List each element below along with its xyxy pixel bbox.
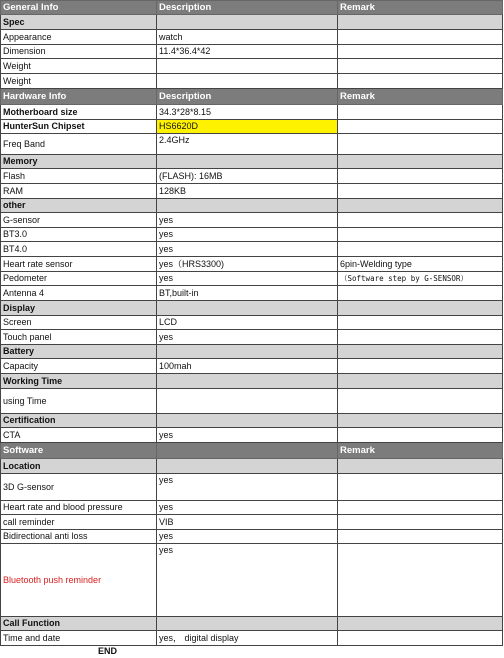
value-g-sensor: yes: [157, 213, 338, 228]
label-3d-g-sensor: 3D G-sensor: [1, 474, 157, 501]
value-heart-rate-sensor: yes（HRS3300): [157, 257, 338, 272]
row-time-and-date: [1, 631, 503, 646]
label-heart-rate-sensor: Heart rate sensor: [1, 257, 157, 272]
label-g-sensor: G-sensor: [1, 213, 157, 228]
label-motherboard-size: Motherboard size: [1, 105, 157, 120]
row-screen: [1, 316, 503, 330]
row-chipset: [1, 120, 503, 134]
row-antenna: [1, 286, 503, 301]
value-flash: (FLASH): 16MB: [157, 169, 338, 184]
remark-heart-rate-sensor: 6pin-Welding type: [338, 257, 503, 272]
section-label-spec: Spec: [1, 15, 157, 30]
remark-pedometer: （Software step by G-SENSOR）: [338, 272, 503, 286]
label-weight-1: Weight: [1, 59, 157, 74]
label-pedometer: Pedometer: [1, 272, 157, 286]
row-cta: [1, 428, 503, 443]
row-weight-2: [1, 74, 503, 89]
label-time-and-date: Time and date: [1, 631, 157, 646]
section-label-battery: Battery: [1, 345, 157, 359]
label-call-reminder: call reminder: [1, 515, 157, 530]
value-heart-rate-blood-pressure: yes: [157, 501, 338, 515]
label-cta: CTA: [1, 428, 157, 443]
label-dimension: Dimension: [1, 45, 157, 59]
row-bt40: [1, 242, 503, 257]
value-touch-panel: yes: [157, 330, 338, 345]
header-remark: Remark: [338, 1, 503, 15]
header-software: Software: [1, 443, 157, 459]
value-call-reminder: VIB: [157, 515, 338, 530]
row-anti-loss: [1, 530, 503, 544]
value-cta: yes: [157, 428, 338, 443]
row-flash: [1, 169, 503, 184]
section-row-working-time: [1, 374, 503, 389]
label-bluetooth-push: Bluetooth push reminder: [1, 544, 157, 617]
label-appearance: Appearance: [1, 30, 157, 45]
section-row-memory: [1, 155, 503, 169]
row-touch-panel: [1, 330, 503, 345]
section-label-other: other: [1, 199, 157, 213]
end-marker: END: [98, 646, 118, 656]
label-bt40: BT4.0: [1, 242, 157, 257]
value-chipset: HS6620D: [157, 120, 338, 134]
row-heart-rate-blood-pressure: [1, 501, 503, 515]
section-label-display: Display: [1, 301, 157, 316]
section-row-display: [1, 301, 503, 316]
hardware-info-header-row: [1, 89, 503, 105]
header-description: Description: [157, 1, 338, 15]
section-row-call-function: [1, 617, 503, 631]
label-flash: Flash: [1, 169, 157, 184]
row-call-reminder: [1, 515, 503, 530]
row-ram: [1, 184, 503, 199]
row-dimension: [1, 45, 503, 59]
value-capacity: 100mah: [157, 359, 338, 374]
label-antenna: Antenna 4: [1, 286, 157, 301]
label-freq-band: Freq Band: [1, 134, 157, 155]
value-time-and-date: yes， digital display: [157, 631, 338, 646]
row-heart-rate-sensor: [1, 257, 503, 272]
software-header-row: [1, 443, 503, 459]
value-bt30: yes: [157, 228, 338, 242]
label-capacity: Capacity: [1, 359, 157, 374]
value-anti-loss: yes: [157, 530, 338, 544]
section-label-certification: Certification: [1, 414, 157, 428]
header-general-info: General Info: [1, 1, 157, 15]
section-row-spec: [1, 15, 503, 30]
value-screen: LCD: [157, 316, 338, 330]
row-appearance: [1, 30, 503, 45]
row-capacity: [1, 359, 503, 374]
section-row-location: [1, 459, 503, 474]
value-dimension: 11.4*36.4*42: [157, 45, 338, 59]
label-weight-2: Weight: [1, 74, 157, 89]
value-freq-band: 2.4GHz: [157, 134, 338, 155]
header-hardware-remark: Remark: [338, 89, 503, 105]
row-motherboard-size: [1, 105, 503, 120]
section-row-certification: [1, 414, 503, 428]
label-heart-rate-blood-pressure: Heart rate and blood pressure: [1, 501, 157, 515]
section-row-other: [1, 199, 503, 213]
section-label-location: Location: [1, 459, 157, 474]
value-3d-g-sensor: yes: [157, 474, 338, 501]
header-software-remark: Remark: [338, 443, 503, 459]
row-pedometer: [1, 272, 503, 286]
label-ram: RAM: [1, 184, 157, 199]
general-info-header-row: [1, 1, 503, 15]
value-ram: 128KB: [157, 184, 338, 199]
header-hardware-description: Description: [157, 89, 338, 105]
section-row-battery: [1, 345, 503, 359]
value-bluetooth-push: yes: [157, 544, 338, 617]
row-g-sensor: [1, 213, 503, 228]
row-bt30: [1, 228, 503, 242]
label-screen: Screen: [1, 316, 157, 330]
row-weight-1: [1, 59, 503, 74]
section-label-call-function: Call Function: [1, 617, 157, 631]
value-bt40: yes: [157, 242, 338, 257]
label-anti-loss: Bidirectional anti loss: [1, 530, 157, 544]
row-bluetooth-push: [1, 544, 503, 617]
label-touch-panel: Touch panel: [1, 330, 157, 345]
section-label-memory: Memory: [1, 155, 157, 169]
section-label-working-time: Working Time: [1, 374, 157, 389]
label-bt30: BT3.0: [1, 228, 157, 242]
header-hardware-info: Hardware Info: [1, 89, 157, 105]
row-using-time: [1, 389, 503, 414]
value-pedometer: yes: [157, 272, 338, 286]
value-antenna: BT,built-in: [157, 286, 338, 301]
value-motherboard-size: 34.3*28*8.15: [157, 105, 338, 120]
row-freq-band: [1, 134, 503, 155]
label-using-time: using Time: [1, 389, 157, 414]
value-appearance: watch: [157, 30, 338, 45]
row-3d-g-sensor: [1, 474, 503, 501]
label-chipset: HunterSun Chipset: [1, 120, 157, 134]
